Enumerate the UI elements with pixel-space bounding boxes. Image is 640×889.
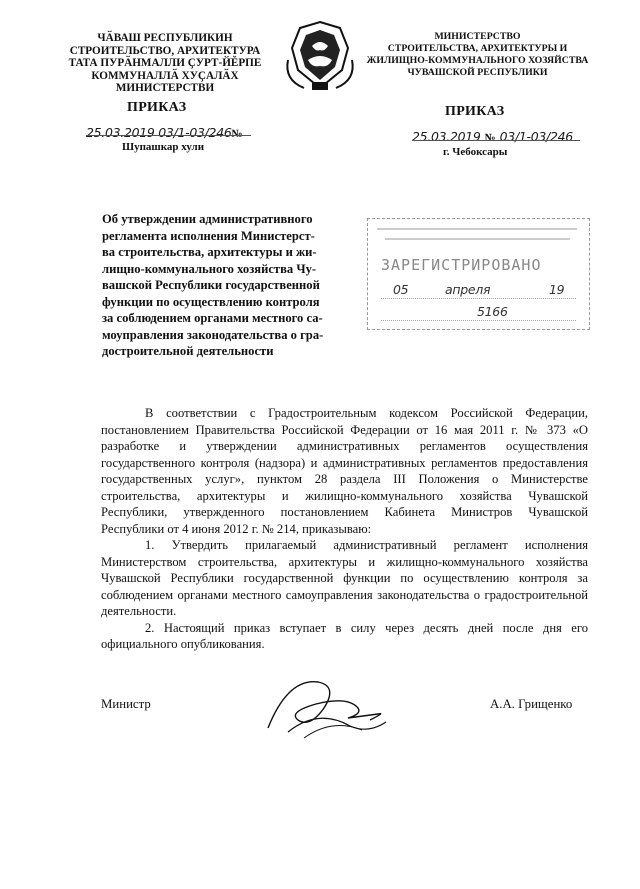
title-line: регламента исполнения Министерст- [102,228,315,243]
stamp-number: 5166 [477,304,508,319]
order-number-underline [412,140,580,141]
body-paragraph: В соответствии с Градостроительным кодексом Российской Федерации, постановлением Правительства Российской Федерации от 16 мая 2011 г. № 373 «О разработке и утверждении административных регламентов осуществления государственного контроля (надзора) и административных регламентов предоставления государственных услуг», пунктом 28 раздела III Положения о Министерстве строительства, архитектуры и жилищно-коммунального хозяйства Чувашской Республики, утвержденного постановлением Кабинета Министров Чувашской Республики от 4 июня 2012 г. № 214, приказываю: [101,406,588,536]
body-paragraph: 2. Настоящий приказ вступает в силу через десять дней после дня его официального опубликования. [101,620,588,651]
header-right-line: СТРОИТЕЛЬСТВА, АРХИТЕКТУРЫ И [387,43,568,54]
stamp-faint-line [377,228,577,230]
header-left-line: МИНИСТЕРСТВИ [115,82,215,94]
stamp-number-line [381,320,576,321]
number-sign: № [231,128,243,140]
registration-stamp [367,218,590,330]
document-body [101,405,588,653]
handwritten-date-number: 25.03.2019 03/1-03/246 [86,125,232,140]
handwritten-signature-icon [258,668,398,748]
stamp-month: апреля [445,282,491,297]
order-number-left [86,124,276,142]
order-title-right: ПРИКАЗ [445,104,505,119]
title-line: моуправления законодательства о гра- [102,327,324,342]
number-sign: № [484,132,496,144]
title-line: ва строительства, архитектуры и жи- [102,245,317,259]
title-line: функции по осуществлению контроля [102,294,320,309]
stamp-faint-line [385,238,570,240]
stamp-day: 05 [393,282,409,297]
stamp-registered-text: ЗАРЕГИСТРИРОВАНО [381,256,542,274]
header-right-line: ЧУВАШСКОЙ РЕСПУБЛИКИ [407,67,548,78]
signature-position: Министр [101,697,151,711]
header-left-line: ТАТА ПУРӐНМАЛЛИ ҪУРТ-ЙĔРПЕ [68,57,262,69]
header-left-line: КОММУНАЛЛӐ ХУҪАЛӐХ [91,69,239,82]
header-right-line: МИНИСТЕРСТВО [434,31,521,42]
title-line: за соблюдением органами местного са- [102,311,323,325]
header-left-line: ЧӐВАШ РЕСПУБЛИКИН [97,32,233,44]
order-number-underline [86,135,251,136]
title-line: лищно-коммунального хозяйства Чу- [102,261,317,276]
title-line: вашской Республики государственной [102,278,320,292]
place-right: г. Чебоксары [443,146,508,158]
header-left-line: СТРОИТЕЛЬСТВО, АРХИТЕКТУРА [69,44,261,57]
stamp-date-line [381,298,576,299]
document-title [102,211,348,360]
header-right-line: ЖИЛИЩНО-КОММУНАЛЬНОГО ХОЗЯЙСТВА [366,55,589,66]
place-left: Шупашкар хули [122,141,205,153]
title-line: Об утверждении административного [102,212,313,226]
handwritten-number: 03/1-03/246 [499,129,573,144]
handwritten-date: 25.03.2019 [412,129,481,144]
body-paragraph: 1. Утвердить прилагаемый административный регламент исполнения Министерством строительства, архитектуры и жилищно-коммунального хозяйства Чувашской Республики государственной функции по осуществлению контроля за соблюдением органами местного самоуправления законодательства о градостроительной деятельности. [101,538,588,618]
signature-name: А.А. Грищенко [490,697,573,711]
order-number-right [412,128,612,146]
header-right [365,31,590,79]
title-line: достроительной деятельности [102,344,274,358]
order-title-left: ПРИКАЗ [127,100,187,115]
coat-of-arms-emblem-icon [282,20,358,94]
stamp-year: 19 [549,282,565,297]
header-left [56,32,274,95]
